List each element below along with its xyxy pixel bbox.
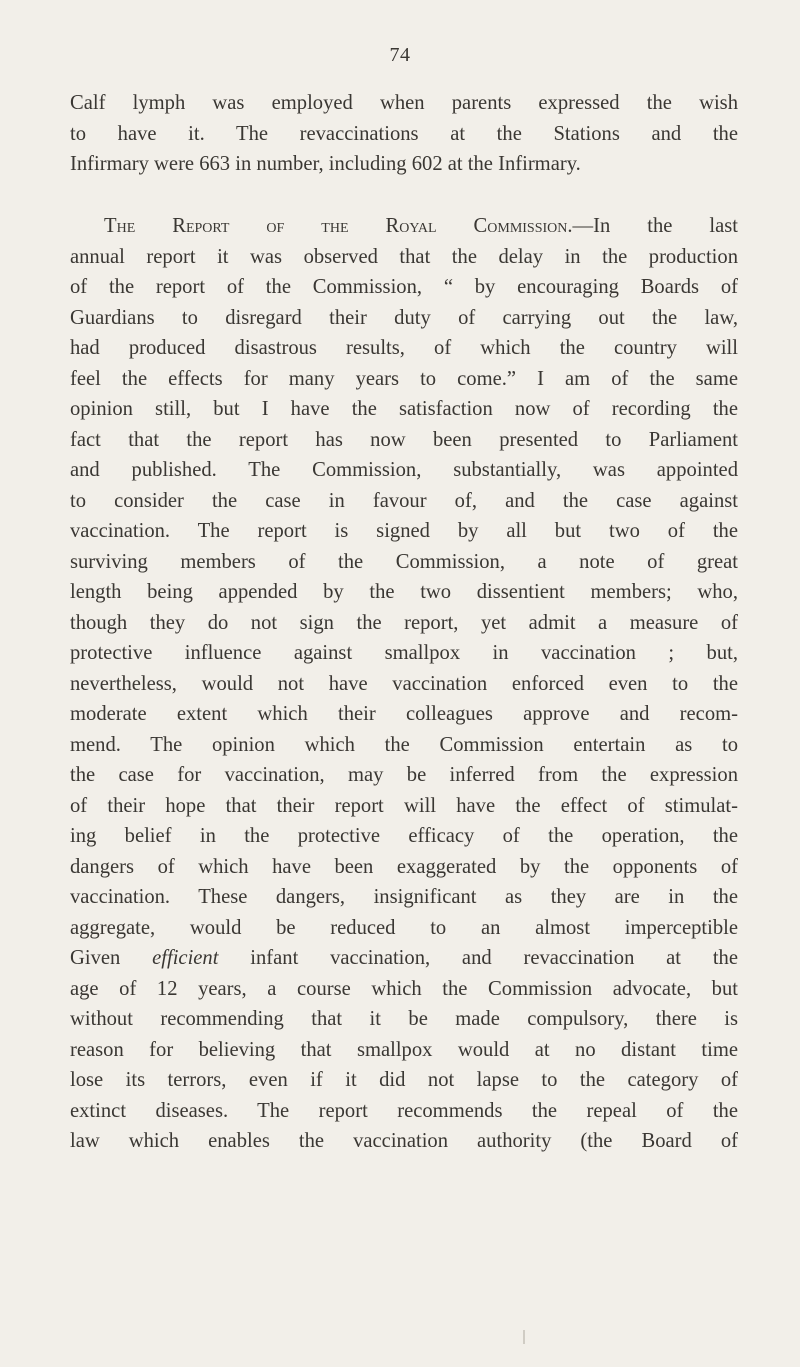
text-line: law which enables the vaccination authority (the Board of <box>70 1130 738 1152</box>
text-line: feel the effects for many years to come.” I am of the same <box>70 367 738 390</box>
text-line: dangers of which have been exaggerated by the opponents of <box>70 855 738 878</box>
text-line: age of 12 years, a course which the Commission advocate, but <box>70 977 738 1000</box>
heading-continuation: —In the last <box>572 215 739 237</box>
text-line: lose its terrors, even if it did not lapse to the category of <box>70 1069 738 1091</box>
text-line: protective influence against smallpox in vaccination ; but, <box>70 642 738 664</box>
page-number: 74 <box>389 44 411 66</box>
text-line: vaccination. The report is signed by all but two of the <box>70 520 738 542</box>
given-line-rest: infant vaccination, and revaccination at the <box>250 947 738 969</box>
section-heading: The Report of the Royal Commission. <box>104 215 573 237</box>
given-word: Given <box>70 947 121 969</box>
text-line: the case for vaccination, may be inferred from the expression <box>70 764 738 786</box>
text-line: reason for believing that smallpox would at no distant time <box>70 1038 738 1061</box>
text-line: Guardians to disregard their duty of carrying out the law, <box>70 306 738 329</box>
text-line: had produced disastrous results, of which the country will <box>70 337 738 359</box>
emphasis-efficient: efficient <box>152 947 219 969</box>
text-line <box>70 211 738 242</box>
text-line: Calf lymph was employed when parents expressed the wish <box>70 92 738 114</box>
text-line: and published. The Commission, substantially, was appointed <box>70 459 738 481</box>
text-line: of the report of the Commission, “ by encouraging Boards of <box>70 276 738 298</box>
text-line: Infirmary were 663 in number, including 602 at the Infirmary. <box>70 153 581 175</box>
text-line: moderate extent which their colleagues approve and recom- <box>70 703 738 725</box>
text-line: surviving members of the Commission, a note of great <box>70 550 738 573</box>
text-line: aggregate, would be reduced to an almost imperceptible <box>70 916 738 939</box>
text-line: without recommending that it be made compulsory, there is <box>70 1008 738 1030</box>
text-line: of their hope that their report will have the effect of stimulat- <box>70 794 738 817</box>
text-line <box>70 943 738 974</box>
paragraph-calf-lymph <box>70 88 738 180</box>
text-line: though they do not sign the report, yet admit a measure of <box>70 611 738 634</box>
text-line: nevertheless, would not have vaccination enforced even to the <box>70 672 738 695</box>
paper-speck <box>523 1330 525 1344</box>
text-line: length being appended by the two dissentient members; who, <box>70 581 738 603</box>
text-line: ing belief in the protective efficacy of the operation, the <box>70 825 738 847</box>
text-line: fact that the report has now been presented to Parliament <box>70 428 738 451</box>
text-line: annual report it was observed that the delay in the production <box>70 245 738 268</box>
text-line: to consider the case in favour of, and the case against <box>70 489 738 512</box>
text-line: mend. The opinion which the Commission entertain as to <box>70 733 738 756</box>
text-line: opinion still, but I have the satisfaction now of recording the <box>70 398 738 420</box>
paragraph-royal-commission <box>70 211 738 1157</box>
text-line: extinct diseases. The report recommends the repeal of the <box>70 1099 738 1122</box>
text-line: vaccination. These dangers, insignificant as they are in the <box>70 886 738 908</box>
text-line: to have it. The revaccinations at the Stations and the <box>70 122 738 145</box>
